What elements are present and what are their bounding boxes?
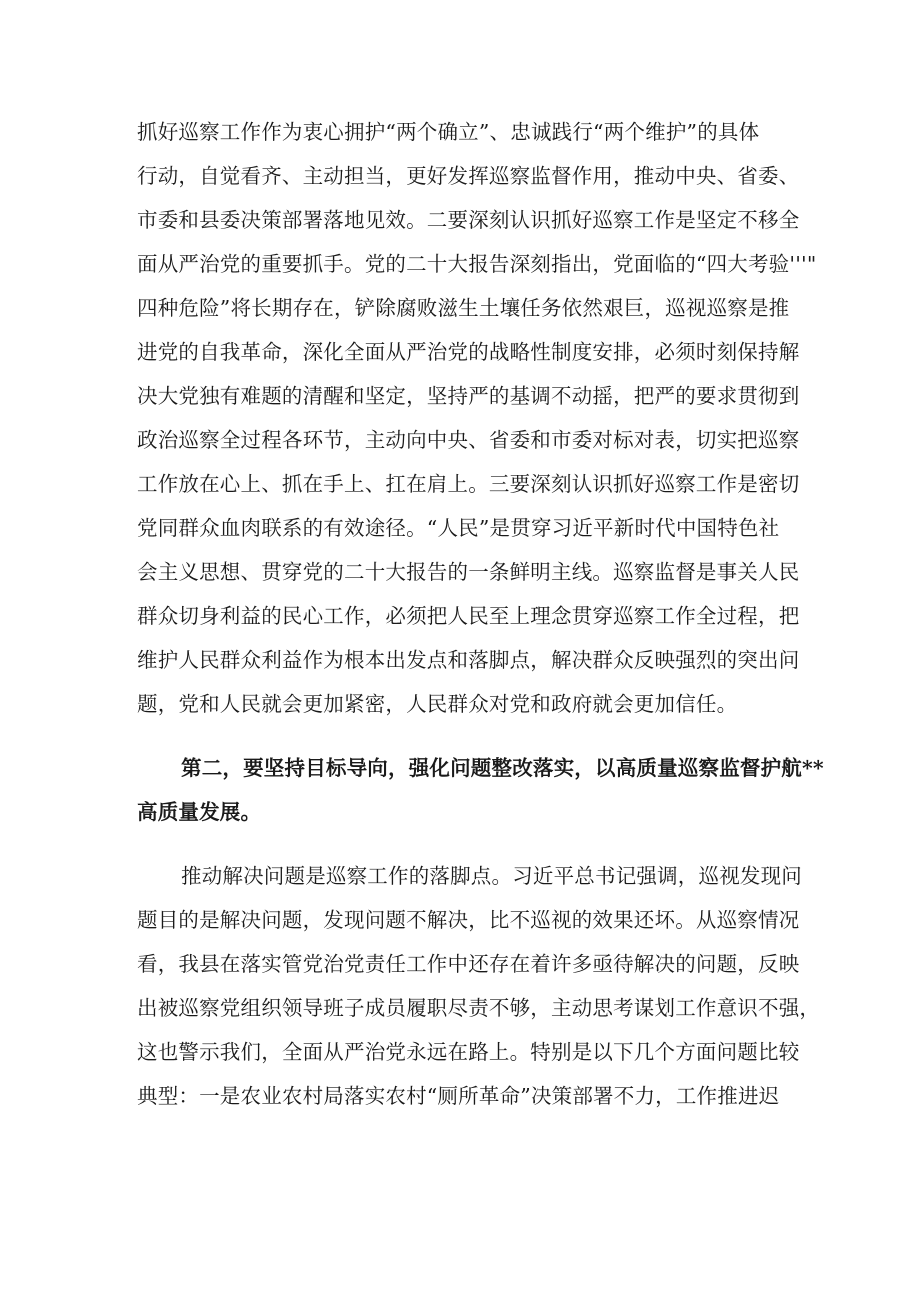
heading-line: 第二，要坚持目标导向，强化问题整改落实，以高质量巡察监督护航** [181,756,824,780]
text-line: 面从严治党的重要抓手。党的二十大报告深刻指出，党面临的“四大考验'''" [137,252,817,276]
text-line: 群众切身利益的民心工作，必须把人民至上理念贯穿巡察工作全过程，把 [137,604,800,628]
text-line: 看，我县在落实管党治党责任工作中还存在着许多亟待解决的问题，反映 [137,952,800,976]
text-line: 这也警示我们，全面从严治党永远在路上。特别是以下几个方面问题比较 [137,1040,800,1064]
text-line: 推动解决问题是巡察工作的落脚点。习近平总书记强调，巡视发现问 [181,864,802,888]
heading-line: 高质量发展。 [137,800,262,824]
text-line: 会主义思想、贯穿党的二十大报告的一条鲜明主线。巡察监督是事关人民 [137,560,800,584]
text-line: 政治巡察全过程各环节，主动向中央、省委和市委对标对表，切实把巡察 [137,428,800,452]
text-line: 市委和县委决策部署落地见效。二要深刻认识抓好巡察工作是坚定不移全 [137,208,800,232]
text-line: 抓好巡察工作作为衷心拥护“两个确立”、忠诚践行“两个维护”的具体 [137,120,760,144]
text-line: 行动，自觉看齐、主动担当，更好发挥巡察监督作用，推动中央、省委、 [137,164,800,188]
text-line: 工作放在心上、抓在手上、扛在肩上。三要深刻认识抓好巡察工作是密切 [137,472,800,496]
text-line: 题目的是解决问题，发现问题不解决，比不巡视的效果还坏。从巡察情况 [137,908,800,932]
text-line: 党同群众血肉联系的有效途径。“人民”是贯穿习近平新时代中国特色社 [137,516,780,540]
text-line: 进党的自我革命，深化全面从严治党的战略性制度安排，必须时刻保持解 [137,340,800,364]
text-line: 决大党独有难题的清醒和坚定，坚持严的基调不动摇，把严的要求贯彻到 [137,384,800,408]
text-line: 出被巡察党组织领导班子成员履职尽责不够，主动思考谋划工作意识不强， [137,996,821,1020]
text-line: 典型：一是农业农村局落实农村“厕所革命”决策部署不力，工作推进迟 [137,1084,780,1108]
text-line: 维护人民群众利益作为根本出发点和落脚点，解决群众反映强烈的突出问 [137,648,800,672]
text-line: 四种危险”将长期存在，铲除腐败滋生土壤任务依然艰巨，巡视巡察是推 [137,296,790,320]
text-line: 题，党和人民就会更加紧密，人民群众对党和政府就会更加信任。 [137,692,738,716]
